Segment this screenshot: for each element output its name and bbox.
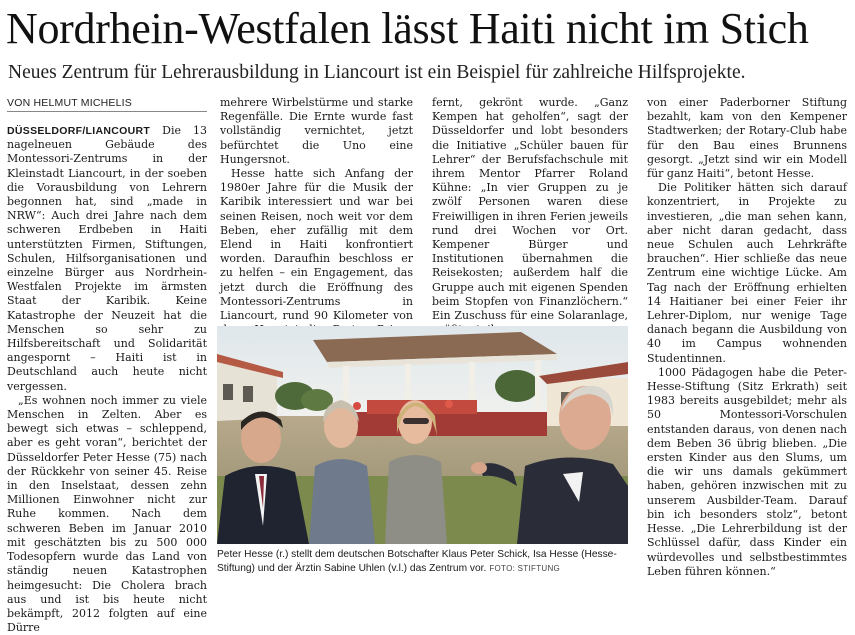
article-headline: Nordrhein-Westfalen lässt Haiti nicht im Stich xyxy=(6,4,809,53)
dateline: DÜSSELDORF/LIANCOURT xyxy=(7,125,151,137)
lead-text: Die 13 nagelneuen Gebäude des Montessori-Zentrums in der Kleinstadt Liancourt, in der soeben die Vorausbildung von Lehrern begonnen hat, sind „made in NRW“: Auch drei Jahre nach dem schweren Erdbeben in Haiti unterstützten Firmen, Stiftungen, Schulen, Hilfsorganisationen und einzelne Bürger aus Nordrhein-Westfalen Projekte im ärmsten Staat der Karibik. Keine Katastrophe der Neuzeit hat die Menschen so sehr zu Hilfsbereitschaft und Solidarität angespornt – Haiti ist in Deutschland auch heute nicht vergessen. xyxy=(7,124,207,393)
column-2 xyxy=(220,96,413,352)
photo-scene xyxy=(217,326,628,544)
byline-rule xyxy=(7,111,207,112)
article-photo xyxy=(217,326,628,544)
photo-caption xyxy=(217,548,628,576)
paragraph: Die Politiker hätten sich darauf konzentriert, in Projekte zu investieren, „die man sehen kann, aber nicht daran gedacht, dass neue Schulen auch Lehrkräfte brauchen“. Hier schließe das neue Zentrum eine wichtige Lücke. Am Tag nach der Eröffnung erhielten 14 Haitianer bei einer Feier ihr Lehrer-Diplom, nur wenige Tage danach begann die Ausbildung von 40 im Campus wohnenden Studentinnen. xyxy=(647,181,847,365)
paragraph: mehrere Wirbelstürme und starke Regenfälle. Die Ernte wurde fast vollständig vernichtet, jetzt befürchtet die Uno eine Hungersnot. xyxy=(220,96,413,166)
photo-credit: FOTO: STIFTUNG xyxy=(489,564,561,573)
article-subheadline: Neues Zentrum für Lehrerausbildung in Liancourt ist ein Beispiel für zahlreiche Hilfsprojekte. xyxy=(8,62,746,83)
paragraph: von einer Paderborner Stiftung bezahlt, kam von den Kempener Stadtwerken; der Rotary-Club habe für den Bau eines Brunnens gesorgt. „Jetzt sind wir ein Modell für ganz Haiti“, betont Hesse. xyxy=(647,96,847,181)
paragraph: „Es wohnen noch immer zu viele Menschen in Zelten. Aber es bewegt sich etwas – schleppend, aber es geht voran“, berichtet der Düsseldorfer Peter Hesse (75) nach der Rückkehr von seiner 45. Reise in den Inselstaat, dessen zehn Millionen Einwohner nicht zur Ruhe kommen. Nach dem schweren Beben im Januar 2010 mit geschätzten bis zu 500 000 Todesopfern wurde das Land von ständig neuen Katastrophen heimgesucht: Die Cholera brach aus und ist bis heute nicht bekämpft, 2012 folgten auf eine Dürre xyxy=(7,393,207,635)
article-byline: VON HELMUT MICHELIS xyxy=(7,97,132,109)
paragraph: fernt, gekrönt wurde. „Ganz Kempen hat geholfen“, sagt der Düsseldorfer und lobt besonders die Initiative „Schüler bauen für Lehrer“ der Berufsfachschule mit ihrem Mentor Pfarrer Roland Kühne: „In vier Gruppen zu je zwölf Personen waren diese Freiwilligen in ihren Ferien jeweils rund drei Wochen vor Ort. Kempener Bürger und Institutionen übernahmen die Reisekosten; außerdem half die Gruppe auch mit eigenen Spenden beim Stopfen von Finanzlöchern.“ Ein Zuschuss für eine Solaranlage, xyxy=(432,96,628,323)
column-4 xyxy=(647,96,847,579)
column-1 xyxy=(7,124,207,635)
column-3 xyxy=(432,96,628,337)
paragraph: 1000 Pädagogen habe die Peter-Hesse-Stiftung (Sitz Erkrath) seit 1983 bereits ausgebildet; mehr als 50 Montessori-Vorschulen entstanden daraus, von denen nach dem Beben 36 übrig blieben. „Die ersten Kinder aus den Slums, um die wir uns damals gekümmert haben, gehören inzwischen mit zu unserem Ausbilder-Team. Darauf bin ich besonders stolz“, betont Hesse. „Die Lehrerbildung ist der Schlüssel dafür, dass Kinder ein würdevolles und selbstbestimmtes Leben führen können.“ xyxy=(647,365,847,578)
lead-paragraph xyxy=(7,124,207,394)
paragraph: Hesse hatte sich Anfang der 1980er Jahre für die Musik der Karibik interessiert und war bei seinen Reisen, noch weit vor dem Beben, eher zufällig mit dem Elend in Haiti konfrontiert worden. Daraufhin beschloss er zu helfen – ein Engagement, das jetzt durch die Eröffnung des Montessori-Zentrums in Liancourt, rund 90 Kilometer von xyxy=(220,167,413,323)
caption-text: Peter Hesse (r.) stellt dem deutschen Botschafter Klaus Peter Schick, Isa Hesse (Hesse-Stiftung) und der Ärztin Sabine Uhlen (v.l.) das Zentrum vor. xyxy=(217,549,617,574)
